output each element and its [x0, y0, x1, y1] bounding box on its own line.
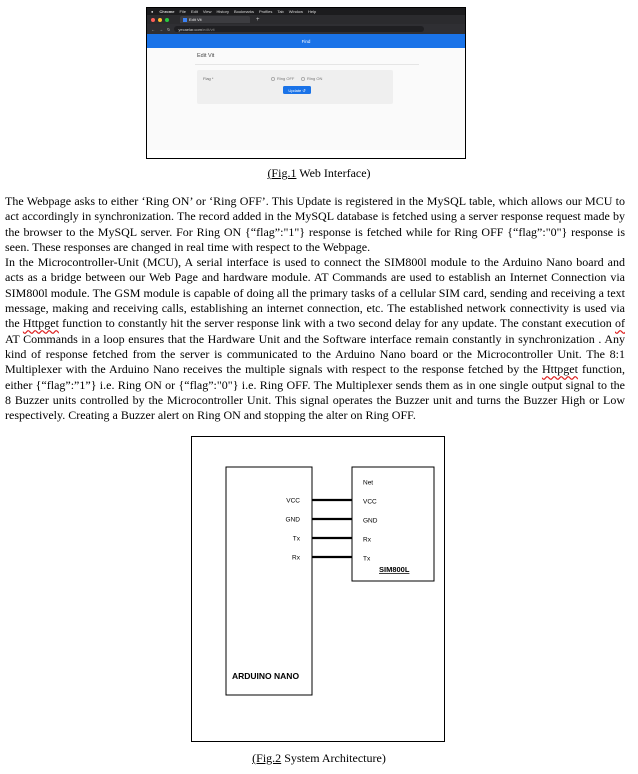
- menubar-item[interactable]: Edit: [191, 9, 198, 14]
- arduino-pin-label: VCC: [286, 497, 300, 505]
- p2-part-b: function to constantly hit the server response link with a two second delay for any update. The constant execution: [58, 316, 615, 331]
- menubar-item[interactable]: History: [216, 9, 229, 14]
- page-title: Edit Vit: [197, 53, 215, 59]
- reload-icon[interactable]: ↻: [167, 26, 171, 32]
- new-tab-icon[interactable]: +: [256, 16, 260, 23]
- radio-ring-on-label: Ring ON: [307, 76, 323, 81]
- sim800l-pin-label: Net: [363, 479, 374, 487]
- figure-1-web-interface-screenshot: [146, 7, 466, 159]
- sim800l-label: SIM800L: [379, 565, 410, 574]
- caption-fig-ref: (Fig.2: [252, 751, 282, 765]
- navbar-link-find[interactable]: Find: [301, 38, 311, 44]
- menubar-item[interactable]: Window: [288, 9, 304, 14]
- caption-text: System Architecture): [281, 751, 386, 765]
- url-path: /edit/vit: [201, 26, 215, 32]
- mac-menubar: [147, 8, 465, 15]
- sim800l-pin-label: GND: [363, 517, 378, 525]
- apple-icon: ●: [151, 9, 154, 14]
- favicon-icon: [183, 18, 187, 22]
- divider: [195, 64, 419, 65]
- menubar-item[interactable]: Bookmarks: [233, 9, 254, 14]
- edit-form-card: [197, 70, 393, 104]
- p2-part-d: function, either {“flag”:”1”} i.e. Ring ON or {“flag”:"0"} i.e. Ring OFF. The Multiplexer sends them as in one single output signal to the 8 Buzzer units controlled by the Microcontroller Unit. This signal operates the Buzzer unit and turns the Buzzer High or Low respectively. Creating a Buzzer alert on Ring ON and stopping the alter on Ring OFF.: [5, 362, 625, 423]
- connection-wires: [312, 500, 352, 557]
- tab-title: Edit Vit: [189, 17, 202, 22]
- menubar-item[interactable]: Profiles: [258, 9, 273, 14]
- menubar-item[interactable]: File: [179, 9, 186, 14]
- body-text: [5, 194, 625, 423]
- back-arrow-icon[interactable]: ←: [151, 26, 155, 32]
- menubar-item[interactable]: Help: [308, 9, 317, 14]
- close-window-icon[interactable]: [151, 18, 155, 22]
- menubar-item[interactable]: Chrome: [159, 9, 175, 14]
- radio-ring-on[interactable]: [301, 76, 322, 81]
- update-button[interactable]: Update ↺: [283, 86, 311, 94]
- url-host: yecaelar.com: [178, 26, 202, 32]
- page-body: [147, 48, 465, 150]
- figure-1-caption: [0, 166, 638, 181]
- paragraph-2: [5, 255, 625, 423]
- architecture-diagram: [192, 437, 444, 741]
- browser-addressbar: [147, 24, 465, 34]
- minimize-window-icon[interactable]: [158, 18, 162, 22]
- browser-tab[interactable]: [180, 16, 250, 23]
- radio-circle-icon[interactable]: [271, 77, 275, 81]
- maximize-window-icon[interactable]: [165, 18, 169, 22]
- figure-2-caption: [0, 751, 638, 766]
- figure-2-system-architecture: [191, 436, 445, 742]
- caption-text: Web Interface): [296, 166, 371, 180]
- sim800l-pin-label: Rx: [363, 536, 371, 544]
- radio-ring-off[interactable]: [271, 76, 294, 81]
- browser-tabbar: [147, 15, 465, 24]
- p2-part-c: AT Commands in a loop ensures that the Hardware Unit and the Software interface remain constantly in synchronization . Any kind of response fetched from the server is communicated to the Arduino Nano board or the Microcontroller Unit. The 8:1 Multiplexer with the Arduino Nano receives the multiple signals with respect to the response fetched by the: [5, 331, 625, 377]
- spellcheck-word: of: [615, 316, 625, 331]
- site-navbar: [147, 34, 465, 48]
- flag-label: Flag *: [203, 76, 214, 81]
- menubar-item[interactable]: Tab: [277, 9, 284, 14]
- radio-ring-off-label: Ring OFF: [277, 76, 295, 81]
- menubar-items: [159, 9, 321, 14]
- arduino-pin-label: GND: [285, 516, 300, 524]
- arduino-pin-label: Tx: [292, 535, 300, 543]
- sim800l-pin-label: Tx: [363, 555, 371, 563]
- arduino-nano-label: ARDUINO NANO: [232, 671, 300, 681]
- arduino-pin-label: Rx: [292, 554, 300, 562]
- paragraph-1: The Webpage asks to either ‘Ring ON’ or ‘Ring OFF’. This Update is registered in the MySQL table, which allows our MCU to act accordingly in synchronization. The record added in the MySQL database is fetched using a server response request made by the browser to the MySQL server. For Ring ON {“flag”:"1"} response is fetched while for Ring OFF {“flag”:"0"} response is seen. These responses are changed in real time with respect to the Webpage.: [5, 194, 625, 254]
- caption-fig-ref: (Fig.1: [267, 166, 297, 180]
- menubar-item[interactable]: View: [202, 9, 212, 14]
- radio-circle-icon[interactable]: [301, 77, 305, 81]
- forward-arrow-icon[interactable]: →: [159, 26, 163, 32]
- spellcheck-word: Httpget: [541, 362, 578, 377]
- spellcheck-word: Httpget: [22, 316, 59, 331]
- p2-part-a: In the Microcontroller-Unit (MCU), A serial interface is used to connect the SIM800l module to the Arduino Nano board and acts as a bridge between our Web Page and hardware module. AT Commands are used to establish an Internet Connection via SIM800l module. The GSM module is capable of doing all the primary tasks of a cellular SIM card, sending and receiving a text message, making and receiving calls, establishing an internet connection, etc. The established network connectivity is used via the: [5, 255, 625, 331]
- url-field[interactable]: [174, 26, 424, 32]
- sim800l-pin-label: VCC: [363, 498, 377, 506]
